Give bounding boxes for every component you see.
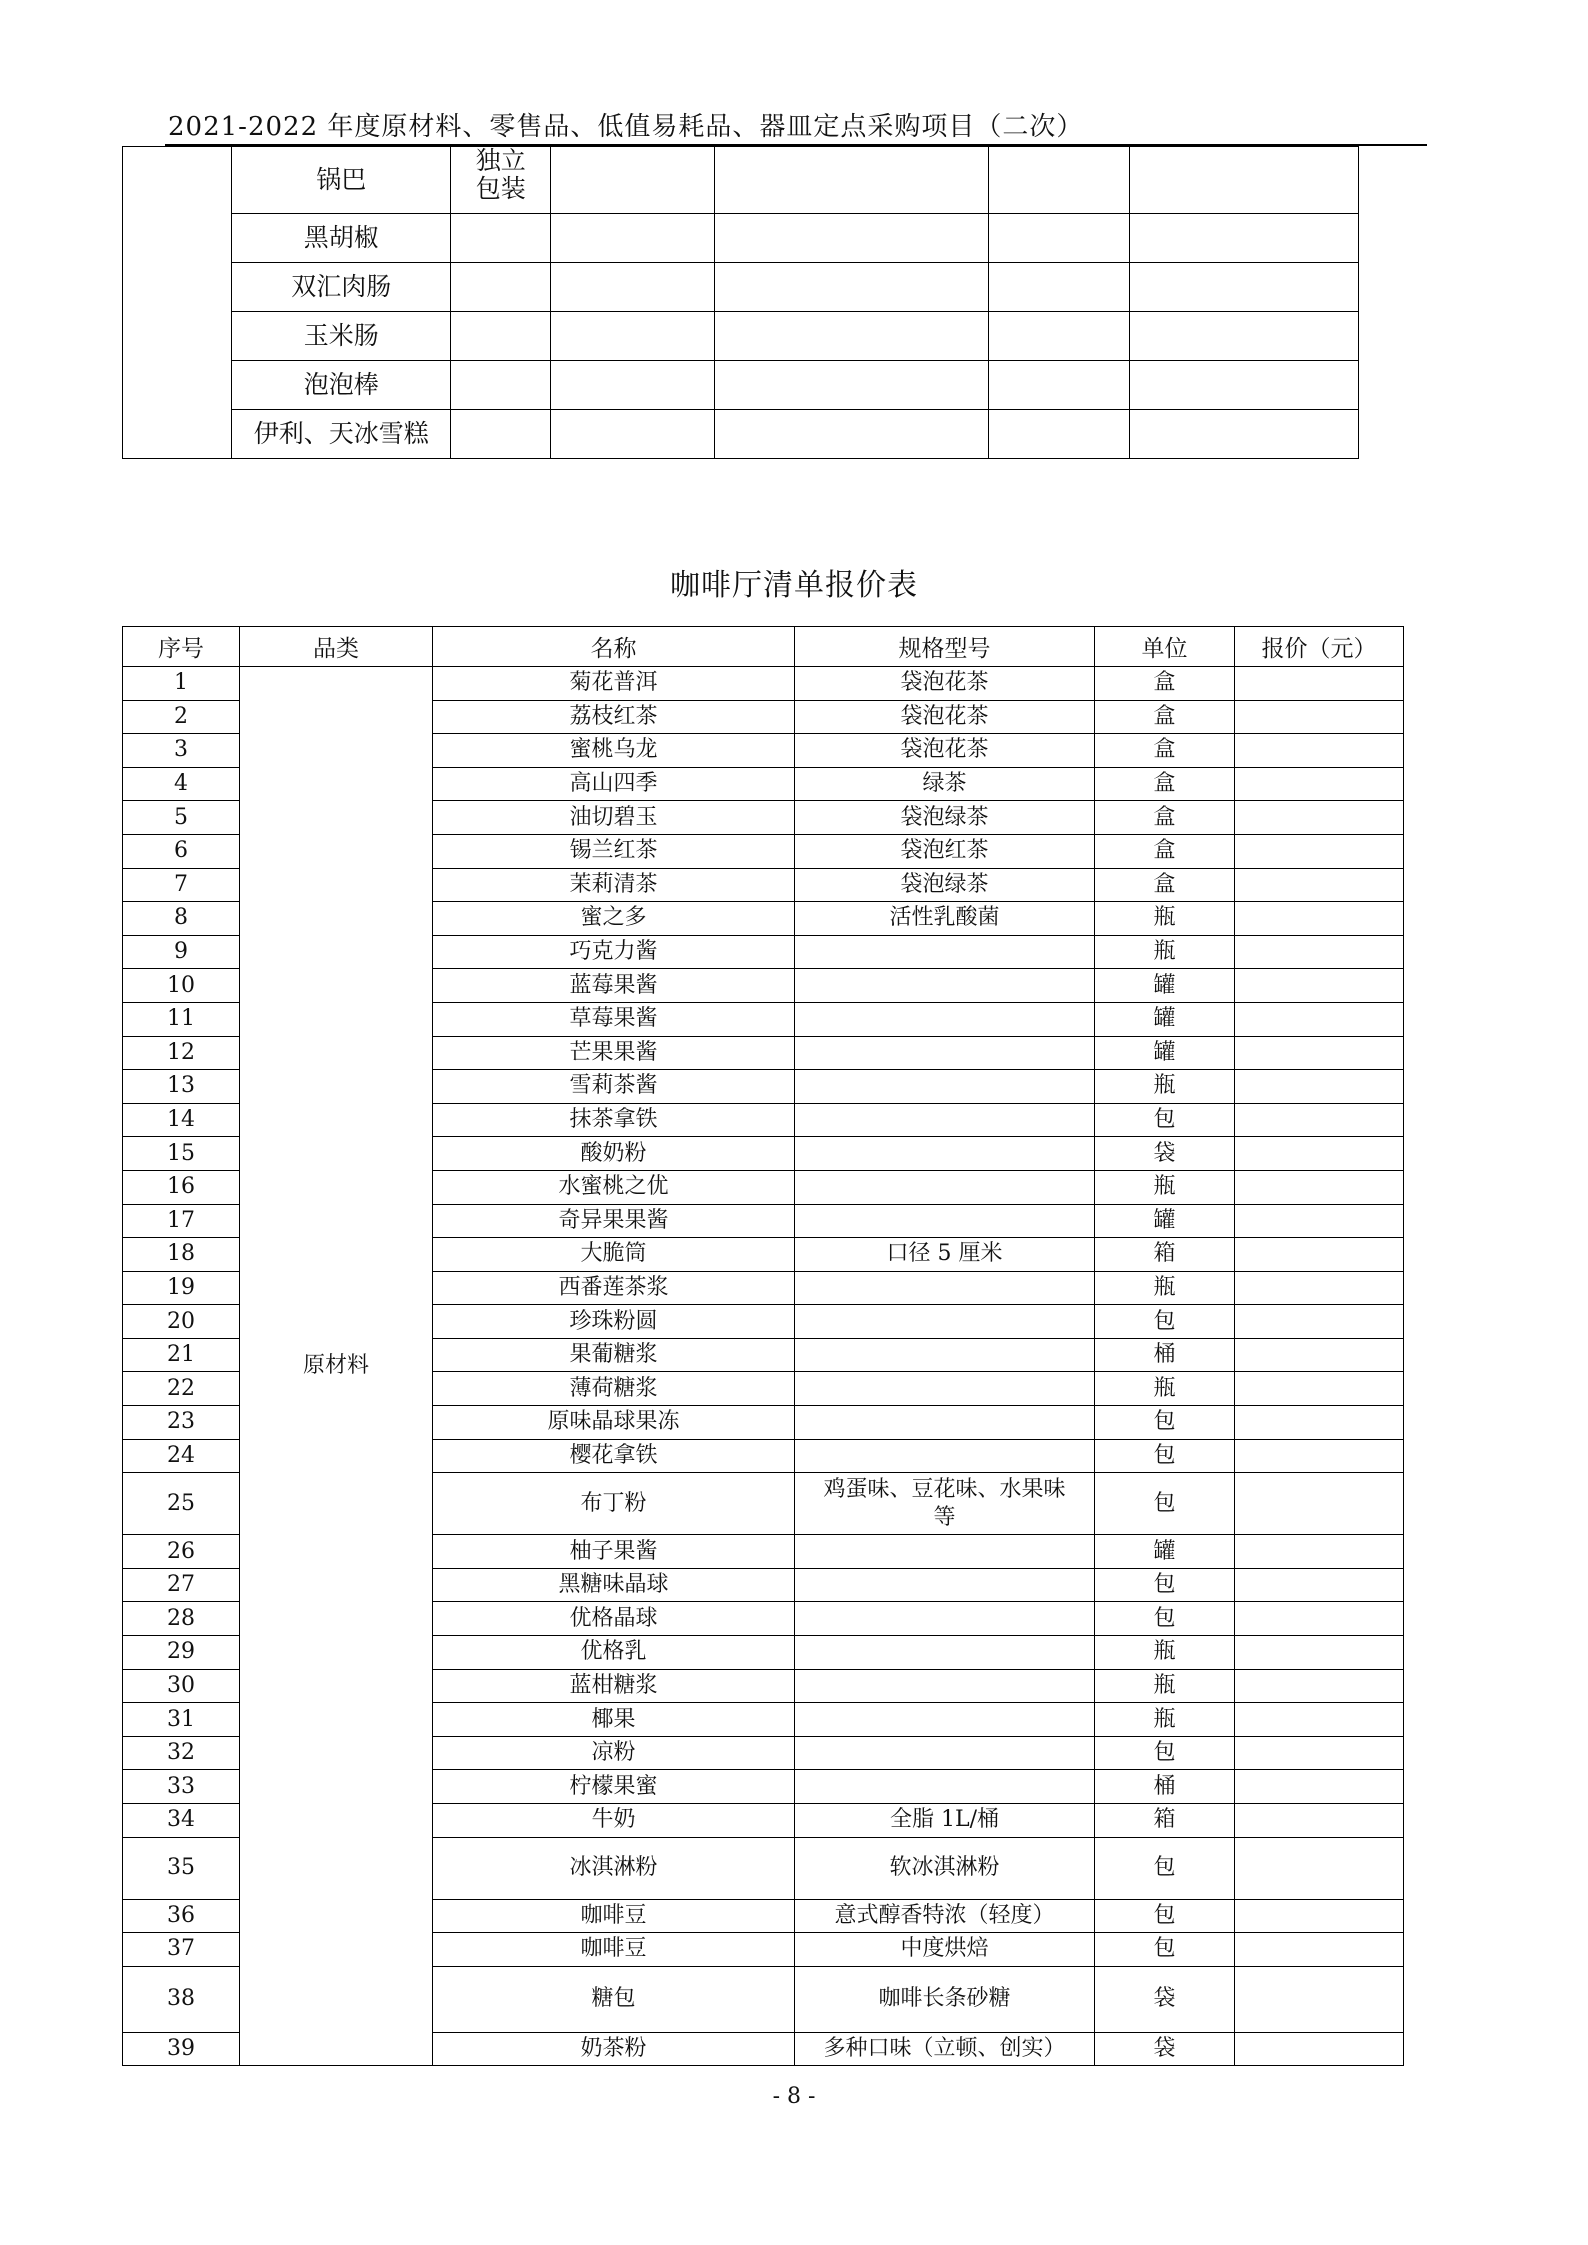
item-spec-cell: 全脂 1L/桶 <box>795 1804 1095 1838</box>
item-spec-cell <box>795 1535 1095 1569</box>
item-spec-cell <box>795 1170 1095 1204</box>
empty-cell <box>1130 214 1359 263</box>
item-unit-cell: 包 <box>1095 1473 1235 1535</box>
row-number-cell: 7 <box>123 868 240 902</box>
column-header-no: 序号 <box>123 627 240 667</box>
item-name-cell: 糖包 <box>433 1966 795 2032</box>
row-number-cell: 35 <box>123 1837 240 1899</box>
row-number-cell: 6 <box>123 834 240 868</box>
item-unit-cell: 盒 <box>1095 868 1235 902</box>
item-spec-cell: 多种口味（立顿、创实） <box>795 2032 1095 2066</box>
row-number-cell: 28 <box>123 1602 240 1636</box>
item-unit-cell: 袋 <box>1095 1966 1235 2032</box>
item-unit-cell: 包 <box>1095 1568 1235 1602</box>
row-number-cell: 5 <box>123 801 240 835</box>
item-unit-cell: 包 <box>1095 1899 1235 1933</box>
row-number-cell: 37 <box>123 1933 240 1967</box>
column-header-unit: 单位 <box>1095 627 1235 667</box>
item-spec-cell <box>795 969 1095 1003</box>
item-unit-cell: 包 <box>1095 1736 1235 1770</box>
continuation-row <box>123 361 1359 410</box>
price-cell <box>1235 1238 1404 1272</box>
price-cell <box>1235 700 1404 734</box>
item-spec-cell <box>795 1602 1095 1636</box>
price-cell <box>1235 868 1404 902</box>
price-cell <box>1235 1439 1404 1473</box>
column-header-name: 名称 <box>433 627 795 667</box>
item-spec-cell <box>795 1103 1095 1137</box>
item-spec-cell <box>795 1406 1095 1440</box>
item-name-cell: 柚子果酱 <box>433 1535 795 1569</box>
empty-cell <box>551 312 715 361</box>
item-spec-cell <box>795 1568 1095 1602</box>
item-name-cell: 大脆筒 <box>433 1238 795 1272</box>
price-cell <box>1235 734 1404 768</box>
row-number-cell: 14 <box>123 1103 240 1137</box>
section-title: 咖啡厅清单报价表 <box>670 568 918 603</box>
item-spec-cell: 袋泡绿茶 <box>795 868 1095 902</box>
item-spec-cell: 袋泡红茶 <box>795 834 1095 868</box>
item-spec-cell: 咖啡长条砂糖 <box>795 1966 1095 2032</box>
row-number-cell: 23 <box>123 1406 240 1440</box>
price-cell <box>1235 767 1404 801</box>
row-number-cell: 32 <box>123 1736 240 1770</box>
item-name-cell: 布丁粉 <box>433 1473 795 1535</box>
price-cell <box>1235 1170 1404 1204</box>
column-header-price: 报价（元） <box>1235 627 1404 667</box>
price-cell <box>1235 969 1404 1003</box>
price-cell <box>1235 1204 1404 1238</box>
item-unit-cell: 桶 <box>1095 1770 1235 1804</box>
empty-cell <box>988 214 1129 263</box>
row-number-cell: 34 <box>123 1804 240 1838</box>
price-cell <box>1235 834 1404 868</box>
item-spec-cell <box>795 935 1095 969</box>
empty-cell <box>988 361 1129 410</box>
item-unit-cell: 罐 <box>1095 1036 1235 1070</box>
continuation-row <box>123 214 1359 263</box>
price-cell <box>1235 1736 1404 1770</box>
price-cell <box>1235 1804 1404 1838</box>
price-cell <box>1235 1070 1404 1104</box>
item-name-cell: 抹茶拿铁 <box>433 1103 795 1137</box>
price-cell <box>1235 1669 1404 1703</box>
item-spec-cell: 鸡蛋味、豆花味、水果味 等 <box>795 1473 1095 1535</box>
item-spec-cell: 绿茶 <box>795 767 1095 801</box>
row-number-cell: 21 <box>123 1338 240 1372</box>
item-unit-cell: 箱 <box>1095 1804 1235 1838</box>
item-spec-cell: 袋泡花茶 <box>795 667 1095 701</box>
item-unit-cell: 瓶 <box>1095 1669 1235 1703</box>
row-number-cell: 31 <box>123 1703 240 1737</box>
item-unit-cell: 桶 <box>1095 1338 1235 1372</box>
item-unit-cell: 盒 <box>1095 734 1235 768</box>
item-unit-cell: 箱 <box>1095 1238 1235 1272</box>
empty-cell <box>1130 312 1359 361</box>
column-header-category: 品类 <box>240 627 433 667</box>
item-name-cell: 锡兰红茶 <box>433 834 795 868</box>
item-unit-cell: 罐 <box>1095 1002 1235 1036</box>
empty-cell <box>714 263 988 312</box>
item-name-cell: 锅巴 <box>232 147 451 214</box>
item-unit-cell: 盒 <box>1095 801 1235 835</box>
empty-cell <box>1130 263 1359 312</box>
price-cell <box>1235 1137 1404 1171</box>
row-number-cell: 3 <box>123 734 240 768</box>
item-spec-cell: 活性乳酸菌 <box>795 902 1095 936</box>
item-spec-cell <box>451 214 551 263</box>
item-unit-cell: 盒 <box>1095 667 1235 701</box>
empty-cell <box>714 214 988 263</box>
price-cell <box>1235 1966 1404 2032</box>
empty-cell <box>551 410 715 459</box>
empty-cell <box>714 312 988 361</box>
item-name-cell: 酸奶粉 <box>433 1137 795 1171</box>
price-cell <box>1235 1473 1404 1535</box>
item-spec-cell <box>795 1669 1095 1703</box>
item-name-cell: 雪莉茶酱 <box>433 1070 795 1104</box>
row-number-cell: 39 <box>123 2032 240 2066</box>
item-unit-cell: 袋 <box>1095 2032 1235 2066</box>
row-number-cell: 2 <box>123 700 240 734</box>
item-unit-cell: 瓶 <box>1095 1636 1235 1670</box>
item-spec-cell: 袋泡绿茶 <box>795 801 1095 835</box>
item-unit-cell: 袋 <box>1095 1137 1235 1171</box>
row-number-cell: 13 <box>123 1070 240 1104</box>
row-number-cell: 29 <box>123 1636 240 1670</box>
item-unit-cell: 瓶 <box>1095 1170 1235 1204</box>
item-name-cell: 蜜桃乌龙 <box>433 734 795 768</box>
item-spec-cell <box>795 1736 1095 1770</box>
item-name-cell: 黑胡椒 <box>232 214 451 263</box>
item-spec-cell <box>795 1439 1095 1473</box>
item-name-cell: 黑糖味晶球 <box>433 1568 795 1602</box>
document-header-title: 2021-2022 年度原材料、零售品、低值易耗品、器皿定点采购项目（二次） <box>168 112 1084 142</box>
item-spec-cell <box>795 1305 1095 1339</box>
item-name-cell: 奶茶粉 <box>433 2032 795 2066</box>
item-name-cell: 咖啡豆 <box>433 1933 795 1967</box>
item-spec-cell <box>795 1204 1095 1238</box>
item-name-cell: 柠檬果蜜 <box>433 1770 795 1804</box>
empty-cell <box>551 263 715 312</box>
item-spec-cell <box>795 1002 1095 1036</box>
price-cell <box>1235 1636 1404 1670</box>
row-number-cell: 26 <box>123 1535 240 1569</box>
item-name-cell: 茉莉清茶 <box>433 868 795 902</box>
item-name-cell: 牛奶 <box>433 1804 795 1838</box>
item-name-cell: 菊花普洱 <box>433 667 795 701</box>
row-number-cell: 33 <box>123 1770 240 1804</box>
item-spec-cell <box>795 1703 1095 1737</box>
item-spec-cell <box>451 263 551 312</box>
row-number-cell: 17 <box>123 1204 240 1238</box>
empty-cell <box>988 263 1129 312</box>
row-number-cell: 9 <box>123 935 240 969</box>
row-number-cell: 18 <box>123 1238 240 1272</box>
item-spec-cell: 口径 5 厘米 <box>795 1238 1095 1272</box>
item-spec-cell: 软冰淇淋粉 <box>795 1837 1095 1899</box>
item-unit-cell: 包 <box>1095 1406 1235 1440</box>
item-spec-cell: 意式醇香特浓（轻度） <box>795 1899 1095 1933</box>
item-spec-cell: 袋泡花茶 <box>795 700 1095 734</box>
item-unit-cell: 瓶 <box>1095 1703 1235 1737</box>
row-number-cell: 4 <box>123 767 240 801</box>
item-spec-cell <box>451 361 551 410</box>
item-spec-cell <box>795 1271 1095 1305</box>
item-unit-cell: 盒 <box>1095 700 1235 734</box>
item-name-cell: 水蜜桃之优 <box>433 1170 795 1204</box>
continuation-row <box>123 312 1359 361</box>
price-cell <box>1235 1933 1404 1967</box>
item-unit-cell: 包 <box>1095 1933 1235 1967</box>
empty-cell <box>714 361 988 410</box>
empty-cell <box>714 410 988 459</box>
row-number-cell: 24 <box>123 1439 240 1473</box>
empty-cell <box>551 361 715 410</box>
item-unit-cell: 包 <box>1095 1837 1235 1899</box>
price-cell <box>1235 1535 1404 1569</box>
category-cell-blank <box>123 147 232 459</box>
item-spec-cell <box>451 410 551 459</box>
category-cell: 原材料 <box>240 667 433 2066</box>
empty-cell <box>988 147 1129 214</box>
item-name-cell: 冰淇淋粉 <box>433 1837 795 1899</box>
price-cell <box>1235 935 1404 969</box>
item-spec-cell <box>795 1070 1095 1104</box>
empty-cell <box>1130 147 1359 214</box>
item-unit-cell: 瓶 <box>1095 935 1235 969</box>
item-spec-cell: 袋泡花茶 <box>795 734 1095 768</box>
item-unit-cell: 包 <box>1095 1305 1235 1339</box>
price-cell <box>1235 1770 1404 1804</box>
item-name-cell: 油切碧玉 <box>433 801 795 835</box>
quote-table <box>122 626 1404 2066</box>
price-cell <box>1235 801 1404 835</box>
item-name-cell: 薄荷糖浆 <box>433 1372 795 1406</box>
item-unit-cell: 瓶 <box>1095 902 1235 936</box>
item-name-cell: 草莓果酱 <box>433 1002 795 1036</box>
row-number-cell: 36 <box>123 1899 240 1933</box>
price-cell <box>1235 1602 1404 1636</box>
continuation-row <box>123 410 1359 459</box>
item-unit-cell: 罐 <box>1095 1535 1235 1569</box>
empty-cell <box>551 147 715 214</box>
empty-cell <box>714 147 988 214</box>
item-name-cell: 高山四季 <box>433 767 795 801</box>
item-name-cell: 珍珠粉圆 <box>433 1305 795 1339</box>
item-name-cell: 原味晶球果冻 <box>433 1406 795 1440</box>
item-name-cell: 蓝柑糖浆 <box>433 1669 795 1703</box>
table-header-row <box>123 627 1404 667</box>
item-spec-cell <box>451 312 551 361</box>
empty-cell <box>551 214 715 263</box>
price-cell <box>1235 1271 1404 1305</box>
item-name-cell: 伊利、天冰雪糕 <box>232 410 451 459</box>
row-number-cell: 8 <box>123 902 240 936</box>
price-cell <box>1235 1899 1404 1933</box>
row-number-cell: 10 <box>123 969 240 1003</box>
continuation-row <box>123 147 1359 214</box>
item-unit-cell: 罐 <box>1095 1204 1235 1238</box>
price-cell <box>1235 1036 1404 1070</box>
item-unit-cell: 包 <box>1095 1602 1235 1636</box>
empty-cell <box>1130 361 1359 410</box>
empty-cell <box>988 312 1129 361</box>
item-unit-cell: 盒 <box>1095 834 1235 868</box>
item-name-cell: 泡泡棒 <box>232 361 451 410</box>
item-unit-cell: 包 <box>1095 1103 1235 1137</box>
price-cell <box>1235 902 1404 936</box>
column-header-spec: 规格型号 <box>795 627 1095 667</box>
item-spec-cell <box>795 1036 1095 1070</box>
item-name-cell: 椰果 <box>433 1703 795 1737</box>
row-number-cell: 12 <box>123 1036 240 1070</box>
row-number-cell: 38 <box>123 1966 240 2032</box>
item-unit-cell: 瓶 <box>1095 1070 1235 1104</box>
item-spec-cell <box>795 1372 1095 1406</box>
item-unit-cell: 包 <box>1095 1439 1235 1473</box>
price-cell <box>1235 1103 1404 1137</box>
item-name-cell: 蜜之多 <box>433 902 795 936</box>
price-cell <box>1235 2032 1404 2066</box>
item-spec-cell <box>795 1770 1095 1804</box>
continuation-table <box>122 146 1359 459</box>
item-name-cell: 芒果果酱 <box>433 1036 795 1070</box>
item-spec-cell <box>795 1338 1095 1372</box>
price-cell <box>1235 1406 1404 1440</box>
row-number-cell: 19 <box>123 1271 240 1305</box>
row-number-cell: 11 <box>123 1002 240 1036</box>
row-number-cell: 16 <box>123 1170 240 1204</box>
price-cell <box>1235 1568 1404 1602</box>
item-name-cell: 双汇肉肠 <box>232 263 451 312</box>
item-name-cell: 蓝莓果酱 <box>433 969 795 1003</box>
item-name-cell: 优格晶球 <box>433 1602 795 1636</box>
item-name-cell: 优格乳 <box>433 1636 795 1670</box>
row-number-cell: 20 <box>123 1305 240 1339</box>
price-cell <box>1235 1837 1404 1899</box>
row-number-cell: 1 <box>123 667 240 701</box>
item-spec-cell <box>795 1137 1095 1171</box>
row-number-cell: 15 <box>123 1137 240 1171</box>
page-number: - 8 - <box>772 2084 816 2109</box>
item-unit-cell: 瓶 <box>1095 1271 1235 1305</box>
item-name-cell: 西番莲茶浆 <box>433 1271 795 1305</box>
item-name-cell: 果葡糖浆 <box>433 1338 795 1372</box>
price-cell <box>1235 1338 1404 1372</box>
item-unit-cell: 瓶 <box>1095 1372 1235 1406</box>
item-name-cell: 樱花拿铁 <box>433 1439 795 1473</box>
item-spec-cell: 中度烘焙 <box>795 1933 1095 1967</box>
item-name-cell: 奇异果果酱 <box>433 1204 795 1238</box>
item-name-cell: 咖啡豆 <box>433 1899 795 1933</box>
price-cell <box>1235 1002 1404 1036</box>
continuation-row <box>123 263 1359 312</box>
row-number-cell: 22 <box>123 1372 240 1406</box>
price-cell <box>1235 1703 1404 1737</box>
item-name-cell: 玉米肠 <box>232 312 451 361</box>
item-name-cell: 荔枝红茶 <box>433 700 795 734</box>
item-unit-cell: 盒 <box>1095 767 1235 801</box>
row-number-cell: 30 <box>123 1669 240 1703</box>
price-cell <box>1235 1372 1404 1406</box>
item-name-cell: 巧克力酱 <box>433 935 795 969</box>
price-cell <box>1235 1305 1404 1339</box>
row-number-cell: 27 <box>123 1568 240 1602</box>
row-number-cell: 25 <box>123 1473 240 1535</box>
empty-cell <box>1130 410 1359 459</box>
table-row <box>123 667 1404 701</box>
item-spec-cell <box>795 1636 1095 1670</box>
price-cell <box>1235 667 1404 701</box>
item-spec-cell: 独立 包装 <box>451 147 551 214</box>
item-unit-cell: 罐 <box>1095 969 1235 1003</box>
empty-cell <box>988 410 1129 459</box>
item-name-cell: 凉粉 <box>433 1736 795 1770</box>
